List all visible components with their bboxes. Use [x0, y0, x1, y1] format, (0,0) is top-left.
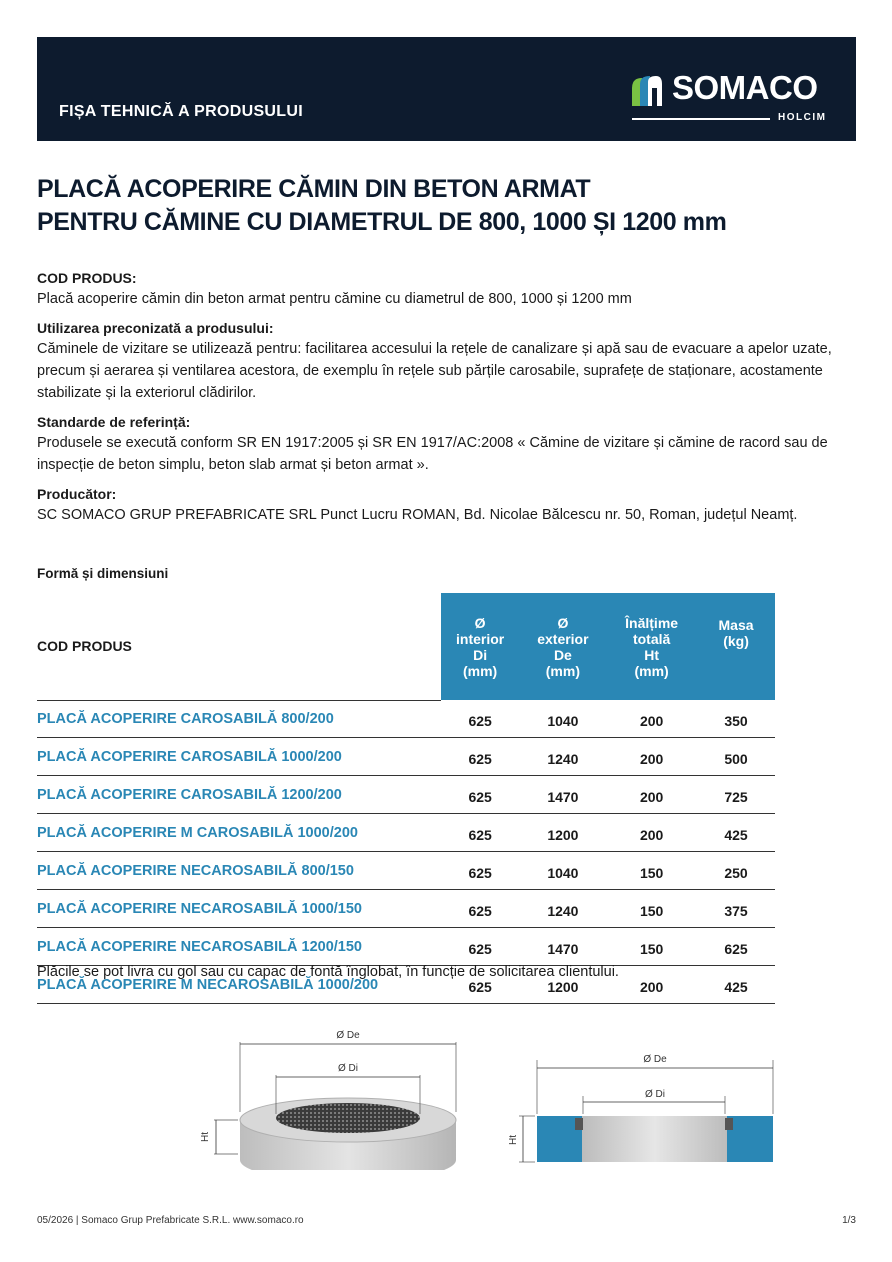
mass-value: 250	[697, 852, 775, 890]
product-code: PLACĂ ACOPERIRE CAROSABILĂ 800/200	[37, 700, 441, 738]
logo-divider	[632, 118, 770, 120]
title-line-2: PENTRU CĂMINE CU DIAMETRUL DE 800, 1000 ȘI 1200 mm	[37, 208, 727, 236]
table-header-row	[37, 593, 775, 700]
mass-value: 500	[697, 738, 775, 776]
product-code: PLACĂ ACOPERIRE M CAROSABILĂ 1000/200	[37, 814, 441, 852]
logo-wordmark: SOMACO	[672, 69, 818, 106]
interior-diameter-value: 625	[441, 776, 520, 814]
header-total-height	[606, 593, 697, 700]
header-interior-diameter	[441, 593, 520, 700]
section-heading-usage: Utilizarea preconizată a produsului:	[37, 320, 274, 336]
table-caption: Formă și dimensiuni	[37, 566, 169, 581]
product-code: PLACĂ ACOPERIRE NECAROSABILĂ 800/150	[37, 852, 441, 890]
exterior-diameter-value: 1200	[520, 814, 607, 852]
height-value: 150	[606, 890, 697, 928]
header-exterior-diameter	[520, 593, 607, 700]
height-value: 200	[606, 776, 697, 814]
di-label: Ø Di	[645, 1089, 665, 1100]
header-text: Ø	[474, 614, 486, 631]
height-value: 150	[606, 852, 697, 890]
exterior-diameter-value: 1040	[520, 852, 607, 890]
slab-section-drawing	[505, 1020, 790, 1170]
interior-diameter-value: 625	[441, 738, 520, 776]
header-text: totală	[632, 630, 671, 647]
table-row	[37, 700, 775, 738]
exterior-diameter-value: 1040	[520, 700, 607, 738]
header-text: interior	[456, 630, 505, 647]
delivery-note: Plăcile se pot livra cu gol sau cu capac de fontă înglobat, în funcție de solicitarea clientului.	[37, 964, 619, 980]
product-code: PLACĂ ACOPERIRE CAROSABILĂ 1000/200	[37, 738, 441, 776]
table-row	[37, 776, 775, 814]
slab-isometric-drawing	[190, 1020, 490, 1170]
section-heading-code: COD PRODUS:	[37, 270, 137, 286]
header-text: (mm)	[634, 662, 669, 679]
exterior-diameter-value: 1470	[520, 776, 607, 814]
height-value: 200	[606, 700, 697, 738]
section-text-producer: SC SOMACO GRUP PREFABRICATE SRL Punct Lucru ROMAN, Bd. Nicolae Bălcescu nr. 50, Roman, județul Neamț.	[37, 507, 798, 523]
dimensions-table	[37, 593, 775, 1004]
header-text: Masa	[718, 617, 754, 633]
section-text-usage: Căminele de vizitare se utilizează pentru: facilitarea accesului la rețele de canalizare și apă sau de evacuare a apelor uzate, precum și aerarea și ventilarea acestora, de exemplu în rețele sub părțile carosabile, suprafețe de staționare, acostamente stabilizate și la exteriorul clădirilor.	[37, 341, 832, 401]
header-text: Ø	[557, 614, 569, 631]
table-row	[37, 890, 775, 928]
table-row	[37, 814, 775, 852]
section-right-wall	[727, 1116, 773, 1162]
header-text: Înălțime	[625, 614, 679, 631]
header-banner	[37, 37, 856, 141]
interior-diameter-value: 625	[441, 928, 520, 966]
de-label: Ø De	[336, 1030, 360, 1041]
de-label: Ø De	[643, 1054, 667, 1065]
product-code: PLACĂ ACOPERIRE NECAROSABILĂ 1000/150	[37, 890, 441, 928]
page-number: 1/3	[842, 1215, 856, 1226]
header-mass	[697, 593, 775, 700]
logo-mark-icon	[630, 74, 664, 108]
mass-value: 375	[697, 890, 775, 928]
footer-info: 05/2026 | Somaco Grup Prefabricate S.R.L. www.somaco.ro	[37, 1215, 304, 1226]
section-text-code: Placă acoperire cămin din beton armat pentru cămine cu diametrul de 800, 1000 și 1200 mm	[37, 291, 632, 307]
somaco-logo	[630, 71, 842, 127]
header-product-code: COD PRODUS	[37, 593, 441, 700]
interior-diameter-value: 625	[441, 814, 520, 852]
section-heading-producer: Producător:	[37, 486, 117, 502]
height-value: 200	[606, 814, 697, 852]
slab-opening	[276, 1103, 420, 1133]
header-text: (kg)	[723, 633, 749, 649]
header-text: exterior	[537, 630, 589, 647]
interior-diameter-value: 625	[441, 890, 520, 928]
exterior-diameter-value: 1240	[520, 738, 607, 776]
ht-label: Ht	[508, 1135, 519, 1145]
logo-subtitle: HOLCIM	[778, 112, 827, 123]
mass-value: 425	[697, 814, 775, 852]
di-label: Ø Di	[338, 1063, 358, 1074]
header-text: Di	[473, 646, 488, 663]
mass-value: 725	[697, 776, 775, 814]
document-type-label: FIȘA TEHNICĂ A PRODUSULUI	[59, 103, 303, 120]
height-value: 200	[606, 966, 697, 1004]
exterior-diameter-value: 1200	[520, 966, 607, 1004]
product-code: PLACĂ ACOPERIRE M NECAROSABILĂ 1000/200	[37, 966, 441, 1004]
section-recess	[725, 1118, 733, 1130]
product-code: PLACĂ ACOPERIRE NECAROSABILĂ 1200/150	[37, 928, 441, 966]
table-row	[37, 852, 775, 890]
section-opening	[582, 1116, 727, 1162]
ht-label: Ht	[200, 1132, 211, 1142]
height-value: 150	[606, 928, 697, 966]
mass-value: 425	[697, 966, 775, 1004]
header-text: Ht	[644, 646, 659, 663]
table-row	[37, 738, 775, 776]
interior-diameter-value: 625	[441, 966, 520, 1004]
header-text: (mm)	[545, 662, 580, 679]
exterior-diameter-value: 1240	[520, 890, 607, 928]
mass-value: 350	[697, 700, 775, 738]
interior-diameter-value: 625	[441, 700, 520, 738]
header-text: (mm)	[463, 662, 498, 679]
product-code: PLACĂ ACOPERIRE CAROSABILĂ 1200/200	[37, 776, 441, 814]
mass-value: 625	[697, 928, 775, 966]
table-row	[37, 928, 775, 966]
product-info	[37, 268, 857, 534]
header-text: De	[553, 646, 572, 663]
height-value: 200	[606, 738, 697, 776]
interior-diameter-value: 625	[441, 852, 520, 890]
section-text-standards: Produsele se execută conform SR EN 1917:2005 și SR EN 1917/AC:2008 « Cămine de vizitare și cămine de racord sau de inspecție de beton simplu, beton slab armat și beton armat ».	[37, 435, 828, 473]
title-line-1: PLACĂ ACOPERIRE CĂMIN DIN BETON ARMAT	[37, 175, 591, 203]
exterior-diameter-value: 1470	[520, 928, 607, 966]
section-heading-standards: Standarde de referință:	[37, 414, 191, 430]
section-recess	[575, 1118, 583, 1130]
page-title	[37, 173, 726, 239]
